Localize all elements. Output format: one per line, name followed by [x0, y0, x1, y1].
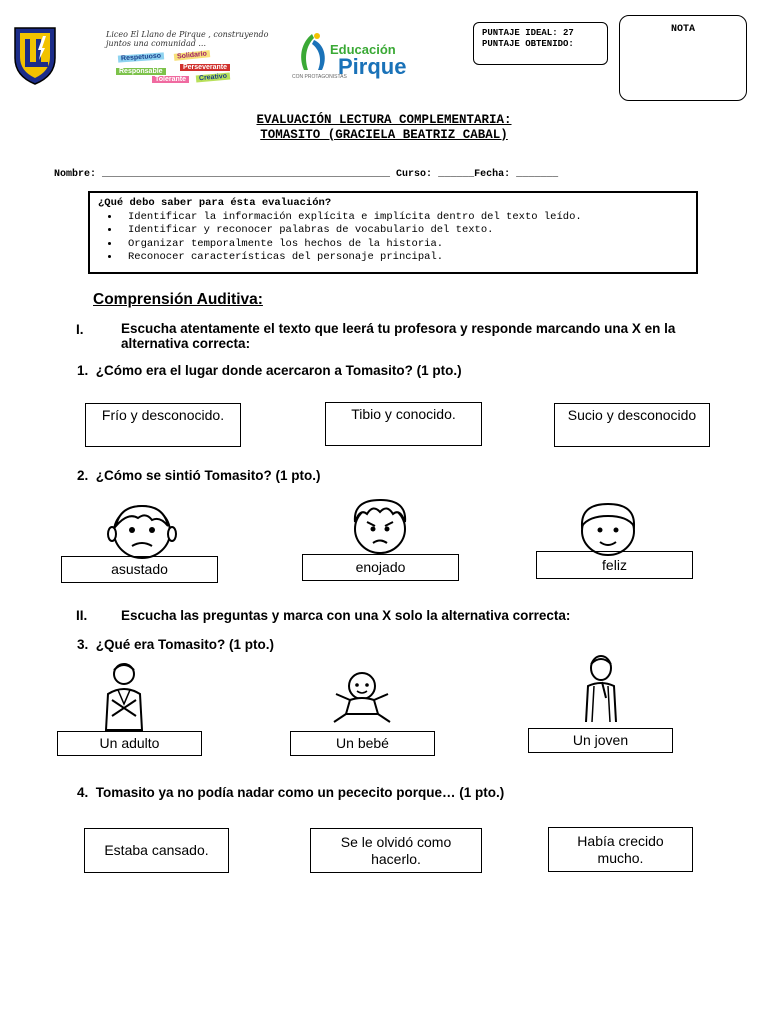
section-heading: Comprensión Auditiva: [93, 291, 263, 308]
school-values-tags [114, 52, 249, 88]
logo-word-pirque: Pirque [338, 54, 407, 79]
part-1-numeral: I. [76, 322, 84, 337]
objectives-heading: ¿Qué debo saber para ésta evaluación? [98, 197, 332, 209]
logo-word-educacion: Educación [330, 42, 396, 57]
value-tag: Creativo [196, 73, 230, 83]
score-box [473, 22, 608, 65]
part-2-instruction: Escucha las preguntas y marca con una X solo la alternativa correcta: [121, 608, 571, 623]
young-man-figure-icon [576, 654, 626, 724]
nota-label: NOTA [670, 24, 695, 35]
value-tag: Tolerante [152, 76, 189, 83]
q2-option-3[interactable]: feliz [536, 551, 693, 579]
objective-item: • Identificar y reconocer palabras de vocabulario del texto. [120, 224, 688, 238]
value-tag: Respetuoso [118, 52, 164, 62]
scared-face-icon [102, 500, 182, 560]
value-tag: Responsable [116, 68, 166, 75]
puntaje-ideal: PUNTAJE IDEAL: 27 [482, 28, 574, 38]
value-tag: Solidario [174, 50, 210, 61]
angry-face-icon [345, 496, 415, 556]
q2-option-1[interactable]: asustado [61, 556, 218, 583]
value-tag: Perseverante [180, 64, 230, 71]
q4-option-3[interactable]: Había crecido mucho. [548, 827, 693, 872]
q4-option-2[interactable]: Se le olvidó como hacerlo. [310, 828, 482, 873]
question-1: 1. ¿Cómo era el lugar donde acercaron a Tomasito? (1 pto.) [77, 363, 462, 378]
happy-face-icon [573, 498, 643, 558]
baby-figure-icon [330, 670, 394, 726]
student-info-line[interactable]: Nombre: ________________________________________________ Curso: ______Fecha: _______ [54, 169, 559, 180]
educacion-pirque-logo [292, 30, 407, 85]
q4-option-1[interactable]: Estaba cansado. [84, 828, 229, 873]
school-motto: Liceo El Llano de Pirque , construyendo juntos una comunidad ... [106, 30, 269, 48]
objective-item: • Reconocer características del personaje principal. [120, 251, 688, 265]
logo-subtext: CON PROTAGONISTAS [292, 74, 347, 80]
q1-option-1[interactable]: Frío y desconocido. [85, 403, 241, 447]
school-crest [12, 24, 58, 86]
adult-figure-icon [96, 660, 152, 732]
part-2-numeral: II. [76, 608, 88, 623]
objective-item: • Identificar la información explícita e implícita dentro del texto leído. [120, 211, 688, 225]
q1-option-3[interactable]: Sucio y desconocido [554, 403, 710, 447]
q3-option-3[interactable]: Un joven [528, 728, 673, 753]
title-line-2: TOMASITO (GRACIELA BEATRIZ CABAL) [260, 128, 508, 142]
question-2: 2. ¿Cómo se sintió Tomasito? (1 pto.) [77, 468, 321, 483]
grade-box[interactable] [619, 15, 747, 101]
objectives-box [88, 191, 698, 274]
q1-option-2[interactable]: Tibio y conocido. [325, 402, 482, 446]
objective-item: • Organizar temporalmente los hechos de la historia. [120, 238, 688, 252]
title-line-1: EVALUACIÓN LECTURA COMPLEMENTARIA: [256, 113, 512, 127]
question-3: 3. ¿Qué era Tomasito? (1 pto.) [77, 637, 275, 652]
q2-option-2[interactable]: enojado [302, 554, 459, 581]
part-1-instruction: Escucha atentamente el texto que leerá tu profesora y responde marcando una X en la alternativa correcta: [121, 321, 676, 351]
q3-option-1[interactable]: Un adulto [57, 731, 202, 756]
puntaje-obtenido: PUNTAJE OBTENIDO: [482, 39, 574, 49]
q3-option-2[interactable]: Un bebé [290, 731, 435, 756]
question-4: 4. Tomasito ya no podía nadar como un pececito porque… (1 pto.) [77, 785, 505, 800]
